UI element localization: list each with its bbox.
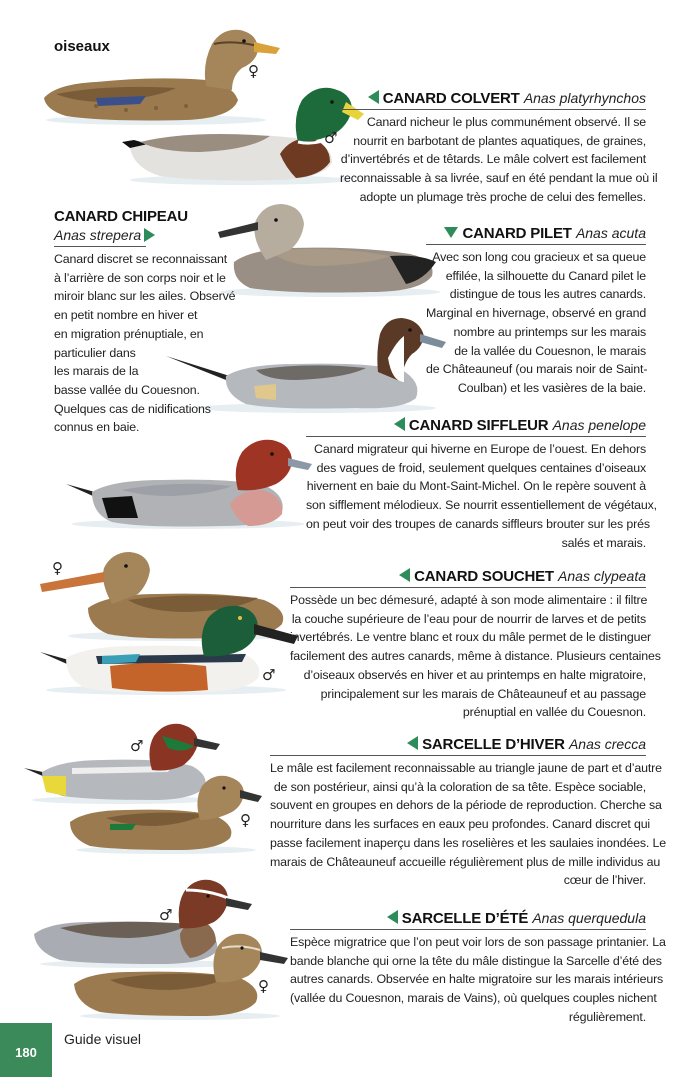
species-title (54, 208, 254, 226)
description-line: en migration prénuptiale, en (54, 326, 204, 341)
species-description (426, 248, 646, 398)
species-latin: Anas acuta (575, 225, 646, 241)
description-line: distingue de tous les autres canards. (449, 287, 646, 302)
description-line: prénuptial en vallée du Couesnon. (462, 705, 646, 720)
title-rule (270, 755, 646, 756)
description-line: Espèce migratrice que l’on peut voir lors de son passage printanier. La (290, 935, 666, 949)
description-line: on peut voir des troupes de canards siffleurs brouter sur les prés (306, 516, 650, 531)
description-line: régulièrement. (568, 1009, 646, 1024)
description-line: facilement des autres canards, même à distance. Plusieurs centaines (290, 649, 661, 664)
species-name: CANARD CHIPEAU (54, 208, 188, 225)
description-line: la couche supérieure de l’eau pour de nourrir de larves et de petits (291, 611, 646, 626)
description-line: en petit nombre en hiver et (54, 308, 198, 323)
species-latin: Anas crecca (568, 736, 646, 752)
wigeon-illustration (62, 434, 312, 532)
description-line: salés et marais. (561, 535, 646, 550)
male-symbol: ♂ (130, 737, 144, 755)
species-description (340, 113, 658, 207)
species-title (270, 735, 646, 754)
species-entry-chipeau (54, 208, 254, 437)
species-name: CANARD COLVERT (382, 90, 520, 107)
description-line: de la vallée du Couesnon, le marais (454, 343, 646, 358)
description-line: Le mâle est facilement reconnaissable au triangle jaune de part et d’autre (270, 761, 662, 775)
arrow-down-icon (444, 227, 458, 238)
description-line: souvent en groupes en dehors de la période de reproduction. Cherche sa (270, 798, 662, 813)
female-symbol: ♀ (248, 62, 259, 80)
description-line: connus en baie. (54, 420, 140, 435)
description-line: nourrit en barbotant de plantes aquatiques, de graines, (353, 133, 646, 148)
description-line: d’invertébrés et de têtards. Le mâle colvert est facilement (340, 152, 646, 167)
description-line: Marginal en hivernage, observé en grand (426, 306, 647, 321)
species-title (290, 567, 646, 586)
species-name: CANARD PILET (462, 225, 572, 242)
species-name: SARCELLE D’HIVER (422, 736, 565, 753)
title-rule (54, 246, 146, 247)
male-symbol: ♂ (159, 906, 173, 924)
description-line: Canard nicheur le plus communément observé. Il se (366, 115, 646, 129)
species-entry-souchet (290, 567, 661, 722)
description-line: Coulban) et les vasières de la baie. (457, 380, 646, 395)
species-entry-sarcelle-ete (290, 909, 666, 1027)
species-latin: Anas strepera (54, 227, 142, 243)
species-latin: Anas penelope (552, 417, 646, 433)
page-number: 180 (15, 1045, 37, 1060)
description-line: Canard migrateur qui hiverne en Europe de l’ouest. En dehors (314, 442, 646, 456)
female-symbol: ♀ (258, 977, 269, 995)
description-line: basse vallée du Couesnon. (54, 382, 200, 397)
species-title (290, 909, 646, 928)
species-entry-sarcelle-hiver (270, 735, 666, 890)
arrow-right-icon (144, 228, 155, 242)
description-line: nourriture dans les surfaces en eaux peu profondes. Canard discret qui (270, 817, 651, 832)
species-latin-row (54, 226, 254, 245)
description-line: de Châteauneuf (ou marais noir de Saint- (426, 362, 648, 377)
species-title (306, 416, 646, 435)
description-line: marais de Châteauneuf accueille régulièrement plus de mille individus au (270, 854, 661, 869)
title-rule (306, 436, 646, 437)
species-title (426, 224, 646, 243)
female-symbol: ♀ (240, 811, 251, 829)
description-line: cœur de l’hiver. (563, 873, 646, 888)
description-line: Quelques cas de nidifications (54, 401, 211, 416)
description-line: à l’arrière de son corps noir et le (54, 270, 226, 285)
description-line: adopte un plumage très proche de celui des femelles. (359, 189, 646, 204)
species-name: SARCELLE D’ÉTÉ (401, 910, 529, 927)
male-symbol: ♂ (324, 129, 338, 147)
description-line: d’oiseaux observés en hiver et au printemps en halte migratoire, (303, 667, 646, 682)
description-line: autres canards. Observée en halte migratoire sur les marais intérieurs (290, 972, 664, 987)
species-description (290, 591, 661, 722)
description-line: effilée, la silhouette du Canard pilet le (445, 268, 646, 283)
species-name: CANARD SOUCHET (414, 568, 554, 585)
description-line: Possède un bec démesuré, adapté à son mode alimentaire : il filtre (290, 593, 648, 607)
female-symbol: ♀ (52, 559, 63, 577)
description-line: son sifflement mélodieux. Se nourrit essentiellement de végétaux, (306, 498, 657, 513)
description-line: particulier dans (54, 345, 136, 360)
arrow-left-icon (407, 736, 418, 750)
footer-title: Guide visuel (64, 1031, 142, 1047)
description-line: miroir blanc sur les ailes. Observé (54, 289, 236, 304)
description-line: des vagues de froid, seulement quelques centaines d’oiseaux (316, 460, 646, 475)
species-latin: Anas clypeata (558, 568, 646, 584)
teal-female-illustration (66, 772, 262, 856)
description-line: de son postérieur, ainsi qu’à la coloration de sa tête. Espèce sociable, (273, 779, 646, 794)
garganey-female-illustration (70, 930, 290, 1022)
species-description (54, 250, 254, 437)
description-line: principalement sur les marais de Châteauneuf et au passage (320, 686, 646, 701)
shoveler-male-illustration (36, 600, 298, 698)
description-line: les marais de la (54, 364, 139, 379)
description-line: passe facilement inaperçu dans les roselières et les saulaies inondées. Le (270, 835, 666, 850)
title-rule (340, 109, 646, 110)
species-latin: Anas platyrhynchos (523, 90, 646, 106)
title-rule (426, 244, 646, 245)
title-rule (290, 587, 646, 588)
description-line: reconnaissable à sa livrée, sauf en été pendant la mue où il (340, 171, 658, 186)
male-symbol: ♂ (262, 666, 276, 684)
species-description (290, 933, 666, 1027)
title-rule (290, 929, 646, 930)
section-label: oiseaux (54, 38, 110, 55)
description-line: (vallée du Couesnon, marais de Vains), où quelques couples nichent (290, 991, 657, 1006)
species-latin: Anas querquedula (532, 910, 646, 926)
species-name: CANARD SIFFLEUR (408, 417, 549, 434)
arrow-left-icon (387, 910, 398, 924)
arrow-left-icon (394, 417, 405, 431)
species-entry-pilet (426, 224, 646, 398)
species-entry-colvert (340, 89, 658, 207)
description-line: Canard discret se reconnaissant (54, 252, 228, 266)
description-line: Avec son long cou gracieux et sa queue (432, 250, 646, 264)
arrow-left-icon (368, 90, 379, 104)
species-description (270, 759, 666, 890)
description-line: invertébrés. Le ventre blanc et roux du mâle permet de le distinguer (290, 630, 652, 645)
description-line: nombre au printemps sur les marais (453, 324, 646, 339)
arrow-left-icon (399, 568, 410, 582)
species-title (340, 89, 646, 108)
species-description (306, 440, 657, 552)
description-line: bande blanche qui orne la tête du mâle distingue la Sarcelle d’été des (290, 953, 662, 968)
description-line: hivernent en baie du Mont-Saint-Michel. On le repère souvent à (306, 479, 646, 494)
species-entry-siffleur (306, 416, 657, 552)
